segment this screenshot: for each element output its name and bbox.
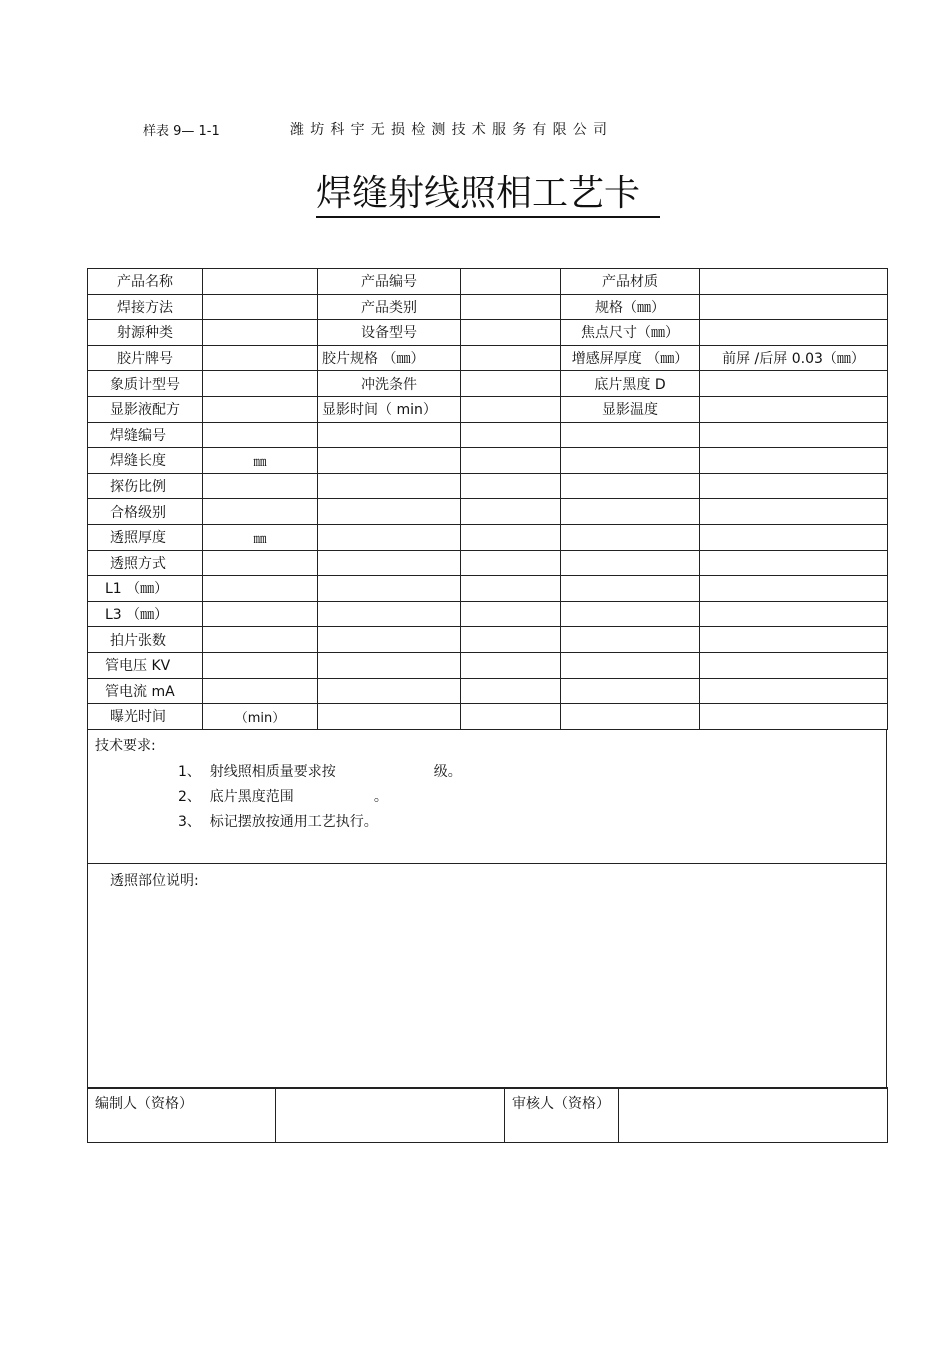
param-value[interactable]: ㎜ — [203, 448, 318, 474]
param-cell[interactable] — [700, 576, 888, 602]
param-label: 曝光时间 — [88, 704, 203, 730]
process-card-table — [87, 268, 888, 730]
field-value[interactable] — [203, 371, 318, 397]
param-value[interactable] — [203, 601, 318, 627]
field-label: 增感屏厚度 （㎜） — [561, 345, 700, 371]
field-label: 焊接方法 — [88, 294, 203, 320]
field-value[interactable] — [203, 294, 318, 320]
param-row — [88, 704, 888, 730]
requirement-item: 1、 射线照相质量要求按 级。 — [178, 764, 462, 780]
requirement-item: 2、 底片黑度范围 。 — [178, 789, 388, 805]
field-label: 底片黑度 D — [561, 371, 700, 397]
param-row — [88, 601, 888, 627]
param-cell[interactable] — [561, 627, 700, 653]
param-cell[interactable] — [561, 422, 700, 448]
field-value[interactable] — [203, 320, 318, 346]
param-value[interactable] — [203, 473, 318, 499]
param-label: 探伤比例 — [88, 473, 203, 499]
param-cell[interactable] — [461, 576, 561, 602]
field-label: 象质计型号 — [88, 371, 203, 397]
param-cell[interactable] — [318, 499, 461, 525]
param-label: 透照方式 — [88, 550, 203, 576]
param-cell[interactable] — [561, 448, 700, 474]
field-label: 射源种类 — [88, 320, 203, 346]
param-cell[interactable] — [700, 704, 888, 730]
prepared-by-field[interactable] — [276, 1088, 505, 1143]
param-cell[interactable] — [561, 678, 700, 704]
field-label: 显影液配方 — [88, 396, 203, 422]
param-label: 焊缝长度 — [88, 448, 203, 474]
param-cell[interactable] — [461, 678, 561, 704]
param-cell[interactable] — [318, 652, 461, 678]
field-label: 胶片规格 （㎜） — [318, 345, 461, 371]
param-cell[interactable] — [700, 473, 888, 499]
param-cell[interactable] — [561, 652, 700, 678]
param-row — [88, 473, 888, 499]
param-value[interactable]: （min） — [203, 704, 318, 730]
param-row — [88, 652, 888, 678]
param-cell[interactable] — [461, 627, 561, 653]
reviewed-by-label: 审核人（资格） — [505, 1088, 619, 1143]
field-label: 冲洗条件 — [318, 371, 461, 397]
param-cell[interactable] — [700, 499, 888, 525]
param-label: 焊缝编号 — [88, 422, 203, 448]
param-value[interactable]: ㎜ — [203, 524, 318, 550]
form-code: 样表 9— 1-1 — [143, 124, 220, 139]
field-label: 设备型号 — [318, 320, 461, 346]
param-value[interactable] — [203, 627, 318, 653]
param-value[interactable] — [203, 678, 318, 704]
signature-table — [87, 1087, 888, 1143]
param-cell[interactable] — [700, 448, 888, 474]
field-value[interactable] — [700, 371, 888, 397]
page-title: 焊缝射线照相工艺卡 — [316, 173, 660, 218]
field-value[interactable] — [203, 396, 318, 422]
exposure-area-description — [87, 863, 887, 1089]
field-value[interactable] — [203, 345, 318, 371]
field-label: 胶片牌号 — [88, 345, 203, 371]
param-cell[interactable] — [318, 704, 461, 730]
field-label: 显影温度 — [561, 396, 700, 422]
param-cell[interactable] — [318, 448, 461, 474]
field-value[interactable]: 前屏 /后屏 0.03（㎜） — [700, 345, 888, 371]
info-row — [88, 345, 888, 371]
param-label: 合格级别 — [88, 499, 203, 525]
requirement-item: 3、 标记摆放按通用工艺执行。 — [178, 814, 378, 830]
param-cell[interactable] — [700, 652, 888, 678]
field-label: 显影时间（ min） — [318, 396, 461, 422]
param-cell[interactable] — [700, 550, 888, 576]
param-cell[interactable] — [561, 524, 700, 550]
company-name: 潍坊科宇无损检测技术服务有限公司 — [290, 122, 614, 138]
param-cell[interactable] — [318, 422, 461, 448]
param-row — [88, 499, 888, 525]
param-row — [88, 422, 888, 448]
param-cell[interactable] — [561, 499, 700, 525]
field-label: 规格（㎜） — [561, 294, 700, 320]
field-value[interactable] — [700, 396, 888, 422]
param-cell[interactable] — [461, 704, 561, 730]
info-row — [88, 396, 888, 422]
requirements-label: 技术要求: — [95, 738, 156, 754]
prepared-by-label: 编制人（资格） — [88, 1088, 276, 1143]
param-cell[interactable] — [561, 704, 700, 730]
param-row — [88, 550, 888, 576]
field-label: 焦点尺寸（㎜） — [561, 320, 700, 346]
field-value[interactable] — [461, 345, 561, 371]
param-cell[interactable] — [318, 627, 461, 653]
param-cell[interactable] — [561, 473, 700, 499]
param-row — [88, 448, 888, 474]
field-value[interactable] — [461, 269, 561, 295]
param-label: L1 （㎜） — [88, 576, 203, 602]
field-value[interactable] — [700, 269, 888, 295]
param-cell[interactable] — [700, 601, 888, 627]
param-cell[interactable] — [318, 473, 461, 499]
param-cell[interactable] — [561, 576, 700, 602]
param-cell[interactable] — [461, 499, 561, 525]
param-label: 管电流 mA — [88, 678, 203, 704]
param-cell[interactable] — [561, 550, 700, 576]
param-value[interactable] — [203, 550, 318, 576]
reviewed-by-field[interactable] — [619, 1088, 888, 1143]
field-label: 产品材质 — [561, 269, 700, 295]
info-row — [88, 294, 888, 320]
description-label: 透照部位说明: — [110, 873, 199, 889]
param-cell[interactable] — [318, 524, 461, 550]
param-row — [88, 678, 888, 704]
param-label: 透照厚度 — [88, 524, 203, 550]
field-value[interactable] — [203, 269, 318, 295]
param-row — [88, 524, 888, 550]
param-label: L3 （㎜） — [88, 601, 203, 627]
param-cell[interactable] — [461, 601, 561, 627]
field-value[interactable] — [461, 396, 561, 422]
param-label: 管电压 KV — [88, 652, 203, 678]
param-row — [88, 576, 888, 602]
param-cell[interactable] — [700, 524, 888, 550]
param-cell[interactable] — [461, 473, 561, 499]
param-cell[interactable] — [318, 576, 461, 602]
param-cell[interactable] — [461, 422, 561, 448]
param-cell[interactable] — [461, 448, 561, 474]
param-row — [88, 627, 888, 653]
field-value[interactable] — [461, 371, 561, 397]
param-value[interactable] — [203, 499, 318, 525]
field-value[interactable] — [461, 320, 561, 346]
param-value[interactable] — [203, 652, 318, 678]
param-value[interactable] — [203, 422, 318, 448]
param-cell[interactable] — [318, 678, 461, 704]
param-cell[interactable] — [318, 550, 461, 576]
param-cell[interactable] — [700, 678, 888, 704]
info-row — [88, 269, 888, 295]
param-cell[interactable] — [700, 422, 888, 448]
param-cell[interactable] — [461, 550, 561, 576]
param-cell[interactable] — [318, 601, 461, 627]
field-label: 产品类别 — [318, 294, 461, 320]
param-cell[interactable] — [461, 524, 561, 550]
field-value[interactable] — [461, 294, 561, 320]
field-value[interactable] — [700, 320, 888, 346]
param-value[interactable] — [203, 576, 318, 602]
param-cell[interactable] — [561, 601, 700, 627]
field-label: 产品编号 — [318, 269, 461, 295]
param-cell[interactable] — [461, 652, 561, 678]
info-row — [88, 320, 888, 346]
technical-requirements — [87, 730, 887, 864]
field-value[interactable] — [700, 294, 888, 320]
info-row — [88, 371, 888, 397]
field-label: 产品名称 — [88, 269, 203, 295]
param-label: 拍片张数 — [88, 627, 203, 653]
param-cell[interactable] — [700, 627, 888, 653]
